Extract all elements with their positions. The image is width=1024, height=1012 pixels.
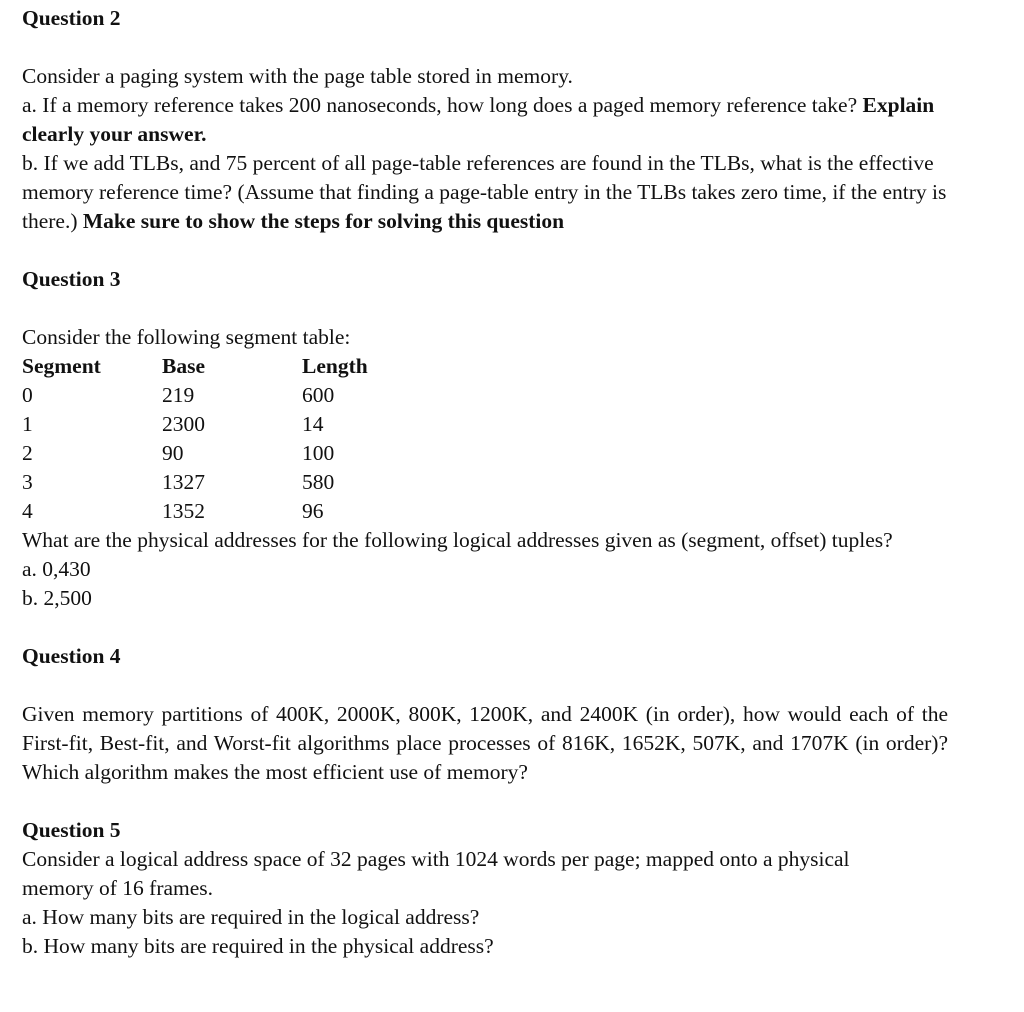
question-2-intro: Consider a paging system with the page table stored in memory. (22, 64, 573, 88)
base-cell: 90 (162, 441, 184, 465)
length-cell: 100 (302, 441, 335, 465)
segment-cell: 2 (22, 441, 33, 465)
base-cell: 1352 (162, 499, 205, 523)
question-5-text: Consider a logical address space of 32 pages with 1024 words per page; mapped onto a physical memory of 16 frames. (22, 847, 850, 900)
length-cell: 600 (302, 383, 335, 407)
question-2 (22, 4, 1002, 236)
question-5-title: Question 5 (22, 818, 121, 842)
question-2-part-b (22, 149, 952, 236)
segment-table-header (22, 352, 422, 381)
header-segment: Segment (22, 354, 101, 378)
segment-cell: 0 (22, 383, 33, 407)
question-5 (22, 816, 1002, 961)
base-cell: 2300 (162, 412, 205, 436)
segment-cell: 3 (22, 470, 33, 494)
segment-cell: 4 (22, 499, 33, 523)
header-base: Base (162, 354, 205, 378)
question-2-part-b-emphasis: Make sure to show the steps for solving this question (82, 209, 565, 233)
document-page (22, 4, 1002, 961)
segment-cell: 1 (22, 412, 33, 436)
question-3-intro: Consider the following segment table: (22, 325, 351, 349)
question-3-part-a: a. 0,430 (22, 557, 91, 581)
question-3 (22, 265, 1002, 613)
table-row (22, 468, 422, 497)
question-3-part-b: b. 2,500 (22, 586, 92, 610)
length-cell: 14 (302, 412, 324, 436)
question-4 (22, 642, 1002, 787)
question-2-part-a (22, 91, 942, 149)
length-cell: 96 (302, 499, 324, 523)
segment-table (22, 352, 422, 526)
question-3-title: Question 3 (22, 267, 121, 291)
table-row (22, 497, 422, 526)
table-row (22, 439, 422, 468)
length-cell: 580 (302, 470, 335, 494)
table-row (22, 381, 422, 410)
header-length: Length (302, 354, 368, 378)
base-cell: 1327 (162, 470, 205, 494)
question-5-part-b: b. How many bits are required in the physical address? (22, 934, 494, 958)
question-2-part-a-text: a. If a memory reference takes 200 nanoseconds, how long does a paged memory reference take? (22, 93, 863, 117)
question-4-text: Given memory partitions of 400K, 2000K, 800K, 1200K, and 2400K (in order), how would each of the First-fit, Best-fit, and Worst-fit algorithms place processes of 816K, 1652K, 507K, and 1707K (in order)? Which algorithm makes the most efficient use of memory? (22, 702, 948, 784)
question-4-title: Question 4 (22, 644, 121, 668)
question-2-part-a-emphasis: Explain clearly your answer. (22, 93, 935, 146)
question-5-part-a: a. How many bits are required in the logical address? (22, 905, 480, 929)
question-2-part-b-text: b. If we add TLBs, and 75 percent of all page-table references are found in the TLBs, what is the effective memory reference time? (Assume that finding a page-table entry in the TLBs takes zero time, if the entry is there.) (22, 151, 947, 233)
question-2-title: Question 2 (22, 6, 121, 30)
question-3-prompt: What are the physical addresses for the following logical addresses given as (segment, offset) tuples? (22, 528, 893, 552)
table-row (22, 410, 422, 439)
base-cell: 219 (162, 383, 195, 407)
